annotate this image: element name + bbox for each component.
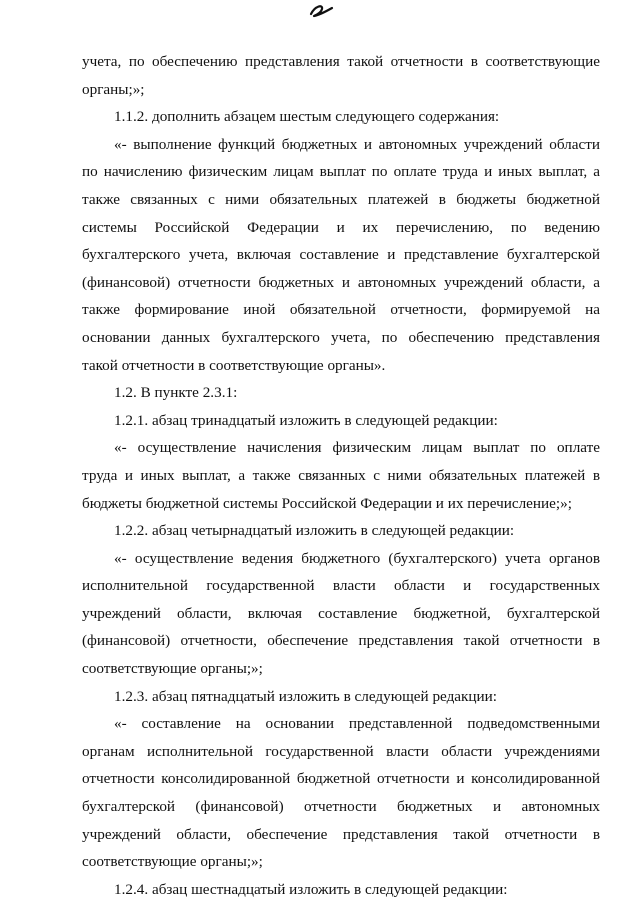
text-line: «- осуществление ведения бюджетного (бухгалтерского) учета органов xyxy=(114,549,600,567)
text-line: учета, по обеспечению представления такой отчетности в соответствующие xyxy=(82,53,600,70)
text-line: 1.2.4. абзац шестнадцатый изложить в следующей редакции: xyxy=(114,880,508,898)
text-line: труда и иных выплат, а также связанных с ними обязательных платежей в xyxy=(82,466,600,484)
text-line: бухгалтерского учета, включая составление и представление бухгалтерской xyxy=(82,246,600,264)
text-line: «- выполнение функций бюджетных и автономных учреждений области xyxy=(114,135,600,153)
paragraph xyxy=(82,876,600,904)
text-line: 1.2.3. абзац пятнадцатый изложить в следующей редакции: xyxy=(114,687,498,705)
document-body xyxy=(82,48,600,903)
paragraph xyxy=(82,683,600,711)
paragraph xyxy=(82,48,600,103)
paragraph xyxy=(82,434,600,517)
paragraph xyxy=(82,517,600,545)
text-line: (финансовой) отчетности, обеспечение представления такой отчетности в xyxy=(82,632,600,650)
text-line: по начислению физическим лицам выплат по оплате труда и иных выплат, а xyxy=(82,163,600,181)
text-line: бухгалтерской (финансовой) отчетности бюджетных и автономных xyxy=(82,798,600,816)
text-line: также связанных с ними обязательных платежей в бюджеты бюджетной xyxy=(82,190,600,208)
text-line: 1.1.2. дополнить абзацем шестым следующего содержания: xyxy=(114,108,500,126)
text-line: 1.2. В пункте 2.3.1: xyxy=(114,384,238,402)
text-line: учреждений области, включая составление бюджетной, бухгалтерской xyxy=(82,604,600,622)
paragraph xyxy=(82,710,600,876)
text-line: органы;»; xyxy=(82,80,145,98)
page-number-handwritten xyxy=(305,0,339,22)
paragraph xyxy=(82,103,600,131)
text-line: «- составление на основании представленной подведомственными xyxy=(114,715,600,733)
text-line: также формирование иной обязательной отчетности, формируемой на xyxy=(82,301,600,319)
text-line: соответствующие органы;»; xyxy=(82,853,263,871)
paragraph xyxy=(82,545,600,683)
text-line: бюджеты бюджетной системы Российской Федерации и их перечисление;»; xyxy=(82,494,572,512)
text-line: отчетности консолидированной бюджетной отчетности и консолидированной xyxy=(82,770,600,788)
text-line: 1.2.1. абзац тринадцатый изложить в следующей редакции: xyxy=(114,411,498,429)
text-line: системы Российской Федерации и их перечислению, по ведению xyxy=(82,218,600,236)
text-line: (финансовой) отчетности бюджетных и автономных учреждений области, а xyxy=(82,273,600,291)
paragraph xyxy=(82,379,600,407)
text-line: учреждений области, обеспечение представления такой отчетности в xyxy=(82,825,600,843)
text-line: основании данных бухгалтерского учета, по обеспечению представления xyxy=(82,328,600,346)
text-line: такой отчетности в соответствующие органы». xyxy=(82,356,386,374)
text-line: 1.2.2. абзац четырнадцатый изложить в следующей редакции: xyxy=(114,522,515,540)
paragraph xyxy=(82,131,600,379)
text-line: исполнительной государственной власти области и государственных xyxy=(82,577,600,595)
text-line: «- осуществление начисления физическим лицам выплат по оплате xyxy=(114,439,600,457)
paragraph xyxy=(82,407,600,435)
text-line: органам исполнительной государственной власти области учреждениями xyxy=(82,742,600,760)
text-line: соответствующие органы;»; xyxy=(82,660,263,678)
